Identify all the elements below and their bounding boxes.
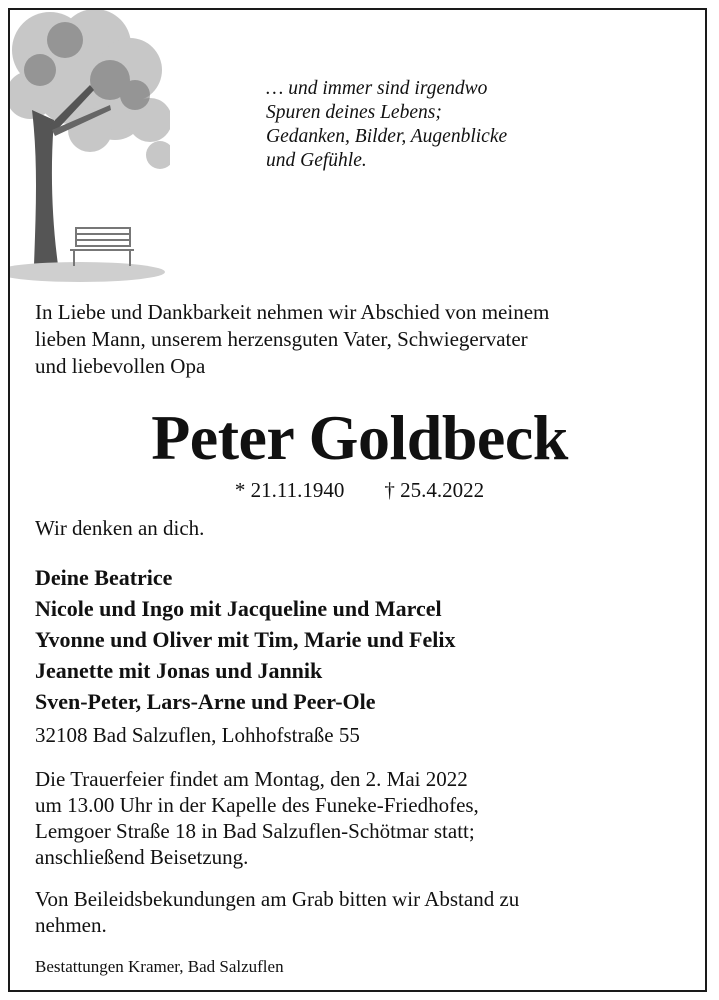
poem-line: … und immer sind irgendwo bbox=[266, 78, 488, 99]
condolence-line: Von Beileidsbekundungen am Grab bitten wir Abstand zu bbox=[35, 887, 520, 911]
intro-text bbox=[35, 299, 695, 380]
condolence-note bbox=[35, 886, 519, 938]
service-line: anschließend Beisetzung. bbox=[35, 845, 249, 869]
service-line: Die Trauerfeier findet am Montag, den 2. Mai 2022 bbox=[35, 767, 468, 791]
family-member: Sven-Peter, Lars-Arne und Peer-Ole bbox=[35, 689, 376, 714]
poem-line: Spuren deines Lebens; bbox=[266, 102, 442, 123]
intro-line: und liebevollen Opa bbox=[35, 354, 206, 378]
intro-line: lieben Mann, unserem herzensguten Vater, Schwiegervater bbox=[35, 327, 528, 351]
remembrance-line: Wir denken an dich. bbox=[35, 516, 205, 540]
family-member: Nicole und Ingo mit Jacqueline und Marcel bbox=[35, 596, 442, 621]
undertaker: Bestattungen Kramer, Bad Salzuflen bbox=[35, 957, 284, 976]
address: 32108 Bad Salzuflen, Lohhofstraße 55 bbox=[35, 723, 360, 747]
deceased-name: Peter Goldbeck bbox=[151, 402, 568, 473]
tree-with-bench-icon bbox=[10, 10, 170, 290]
service-line: Lemgoer Straße 18 in Bad Salzuflen-Schötmar statt; bbox=[35, 819, 475, 843]
poem-line: Gedanken, Bilder, Augenblicke bbox=[266, 126, 508, 147]
family-member: Deine Beatrice bbox=[35, 565, 173, 590]
service-line: um 13.00 Uhr in der Kapelle des Funeke-Friedhofes, bbox=[35, 793, 479, 817]
family-list bbox=[35, 562, 455, 717]
family-member: Yvonne und Oliver mit Tim, Marie und Felix bbox=[35, 627, 456, 652]
funeral-service-info bbox=[35, 766, 479, 870]
intro-line: In Liebe und Dankbarkeit nehmen wir Abschied von meinem bbox=[35, 300, 550, 324]
poem-line: und Gefühle. bbox=[266, 150, 367, 171]
family-member: Jeanette mit Jonas und Jannik bbox=[35, 658, 323, 683]
life-dates bbox=[0, 477, 719, 503]
condolence-line: nehmen. bbox=[35, 913, 107, 937]
death-date: † 25.4.2022 bbox=[384, 478, 485, 502]
poem bbox=[266, 77, 626, 173]
birth-date: * 21.11.1940 bbox=[234, 478, 345, 502]
